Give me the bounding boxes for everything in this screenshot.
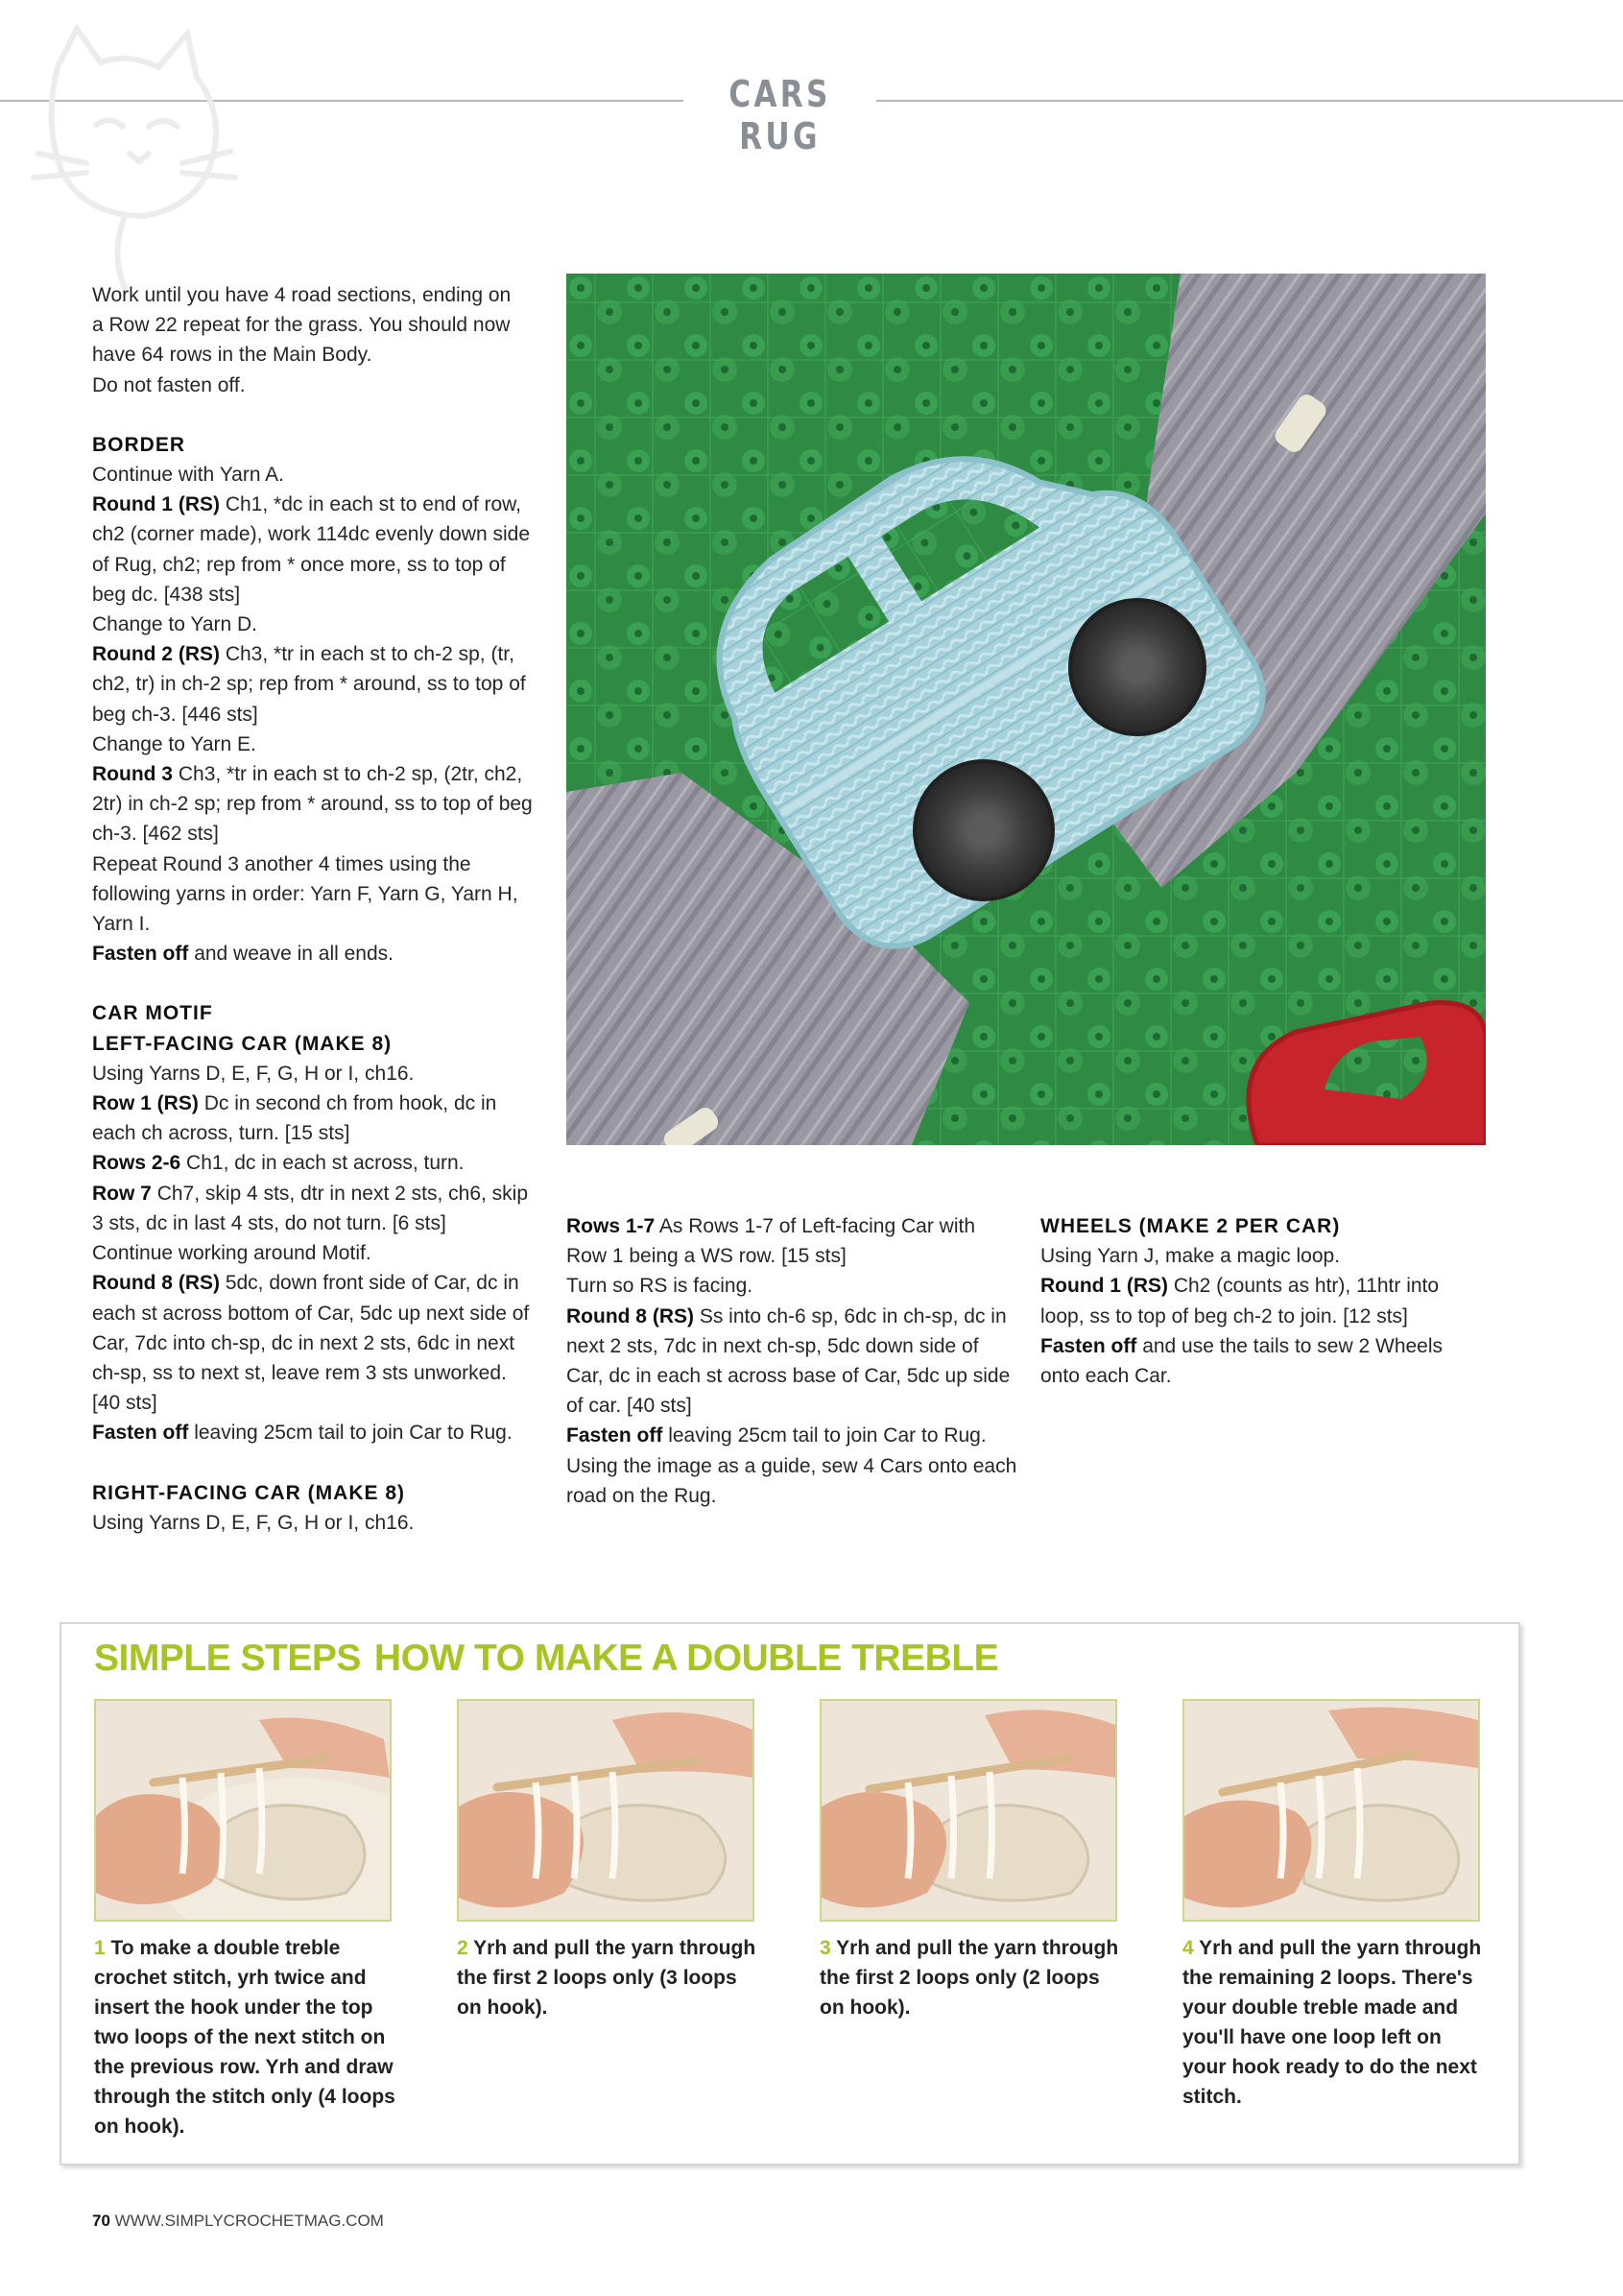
right-car-rows-1-7: Rows 1-7 As Rows 1-7 of Left-facing Car with Row 1 being a WS row. [15 sts] [566,1215,976,1268]
step-3-text: 3 Yrh and pull the yarn through the first 2 loops only (2 loops on hook). [820,1937,1119,2019]
right-car-guide: Using the image as a guide, sew 4 Cars onto each road on the Rug. [566,1454,1017,1507]
left-car-fasten: Fasten off leaving 25cm tail to join Car to Rug. [92,1422,513,1445]
intro-line-1: Work until you have 4 road sections, ending on [92,284,512,306]
border-continue: Continue with Yarn A. [92,464,285,487]
footer-url: WWW.SIMPLYCROCHETMAG.COM [114,2212,384,2230]
step-1-photo [94,1699,392,1922]
step-4-text: 4 Yrh and pull the yarn through the remaining 2 loops. There's your double treble made and you'll have one loop left on your hook ready to do the next stitch. [1182,1937,1482,2108]
page-footer [92,2212,384,2231]
car-motif-heading: CAR MOTIF [92,1002,213,1025]
page-title: CARS RUG [728,73,831,157]
crochet-car-photo [566,274,1486,1145]
border-round-3: Round 3 Ch3, *tr in each st to ch-2 sp, (2tr, ch2, 2tr) in ch-2 sp; rep from * around, ss to top of beg ch-3. [462 sts] [92,763,533,846]
cat-logo-watermark [19,10,240,298]
wheels-round-1: Round 1 (RS) Ch2 (counts as htr), 11htr into loop, ss to top of beg ch-2 to join. [12 sts] [1040,1275,1440,1327]
border-change-2: Change to Yarn E. [92,732,256,755]
column-middle [566,1211,1017,1511]
left-car-round-8: Round 8 (RS) 5dc, down front side of Car, dc in each st across bottom of Car, 5dc up next side of Car, 7dc into ch-sp, dc in next 2 sts, 6dc in next ch-sp, ss to next st, leave rem 3 sts unworked. [40 sts] [92,1272,530,1415]
right-car-round-8: Round 8 (RS) Ss into ch-6 sp, 6dc in ch-sp, dc in next 2 sts, 7dc in next ch-sp, 5dc down side of Car, dc in each st across base of Car, 5dc up side of car. [40 sts] [566,1304,1011,1418]
intro-line-3: have 64 rows in the Main Body. [92,344,372,367]
left-car-row-1: Row 1 (RS) Dc in second ch from hook, dc in each ch across, turn. [15 sts] [92,1092,497,1145]
border-change-1: Change to Yarn D. [92,613,257,636]
step-4-photo [1182,1699,1480,1922]
left-car-row-7: Row 7 Ch7, skip 4 sts, dtr in next 2 sts, ch6, skip 3 sts, dc in last 4 sts, do not turn. [6 sts] [92,1182,529,1234]
right-car-heading: RIGHT-FACING CAR (MAKE 8) [92,1481,405,1504]
border-heading: BORDER [92,433,186,456]
step-1-text: 1 To make a double treble crochet stitch, yrh twice and insert the hook under the top two loops of the next stitch on the previous row. Yrh and draw through the stitch only (4 loops on hook). [94,1937,395,2138]
border-fasten: Fasten off and weave in all ends. [92,943,394,966]
left-car-rows-2-6: Rows 2-6 Ch1, dc in each st across, turn. [92,1152,465,1175]
left-car-continue: Continue working around Motif. [92,1242,371,1265]
right-car-fasten: Fasten off leaving 25cm tail to join Car to Rug. [566,1424,987,1447]
left-car-using: Using Yarns D, E, F, G, H or I, ch16. [92,1062,415,1085]
step-2-text: 2 Yrh and pull the yarn through the first 2 loops only (3 loops on hook). [457,1937,756,2019]
right-car-turn: Turn so RS is facing. [566,1275,753,1298]
step-3-photo [820,1699,1117,1922]
right-car-using: Using Yarns D, E, F, G, H or I, ch16. [92,1511,415,1534]
header-rule-right [876,100,1623,102]
simple-steps-panel [60,1622,1520,2165]
intro-line-4: Do not fasten off. [92,373,246,396]
border-round-2: Round 2 (RS) Ch3, *tr in each st to ch-2 sp, (tr, ch2, tr) in ch-2 sp; rep from * around, ss to top of beg ch-3. [446 sts] [92,643,526,726]
border-repeat: Repeat Round 3 another 4 times using the following yarns in order: Yarn F, Yarn G, Yarn H, Yarn I. [92,852,518,936]
column-right [1040,1211,1472,1391]
column-left [92,280,534,1538]
border-round-1: Round 1 (RS) Ch1, *dc in each st to end of row, ch2 (corner made), work 114dc evenly down side of Rug, ch2; rep from * once more, ss to top of beg dc. [438 sts] [92,493,531,606]
page-number: 70 [92,2212,110,2230]
steps-title: SIMPLE STEPS HOW TO MAKE A DOUBLE TREBLE [94,1638,999,1679]
wheels-using: Using Yarn J, make a magic loop. [1040,1245,1341,1268]
wheels-heading: WHEELS (MAKE 2 PER CAR) [1040,1215,1341,1237]
step-2-photo [457,1699,754,1922]
intro-line-2: a Row 22 repeat for the grass. You should now [92,314,511,337]
left-car-heading: LEFT-FACING CAR (MAKE 8) [92,1032,393,1055]
wheels-fasten: Fasten off and use the tails to sew 2 Wheels onto each Car. [1040,1334,1444,1388]
